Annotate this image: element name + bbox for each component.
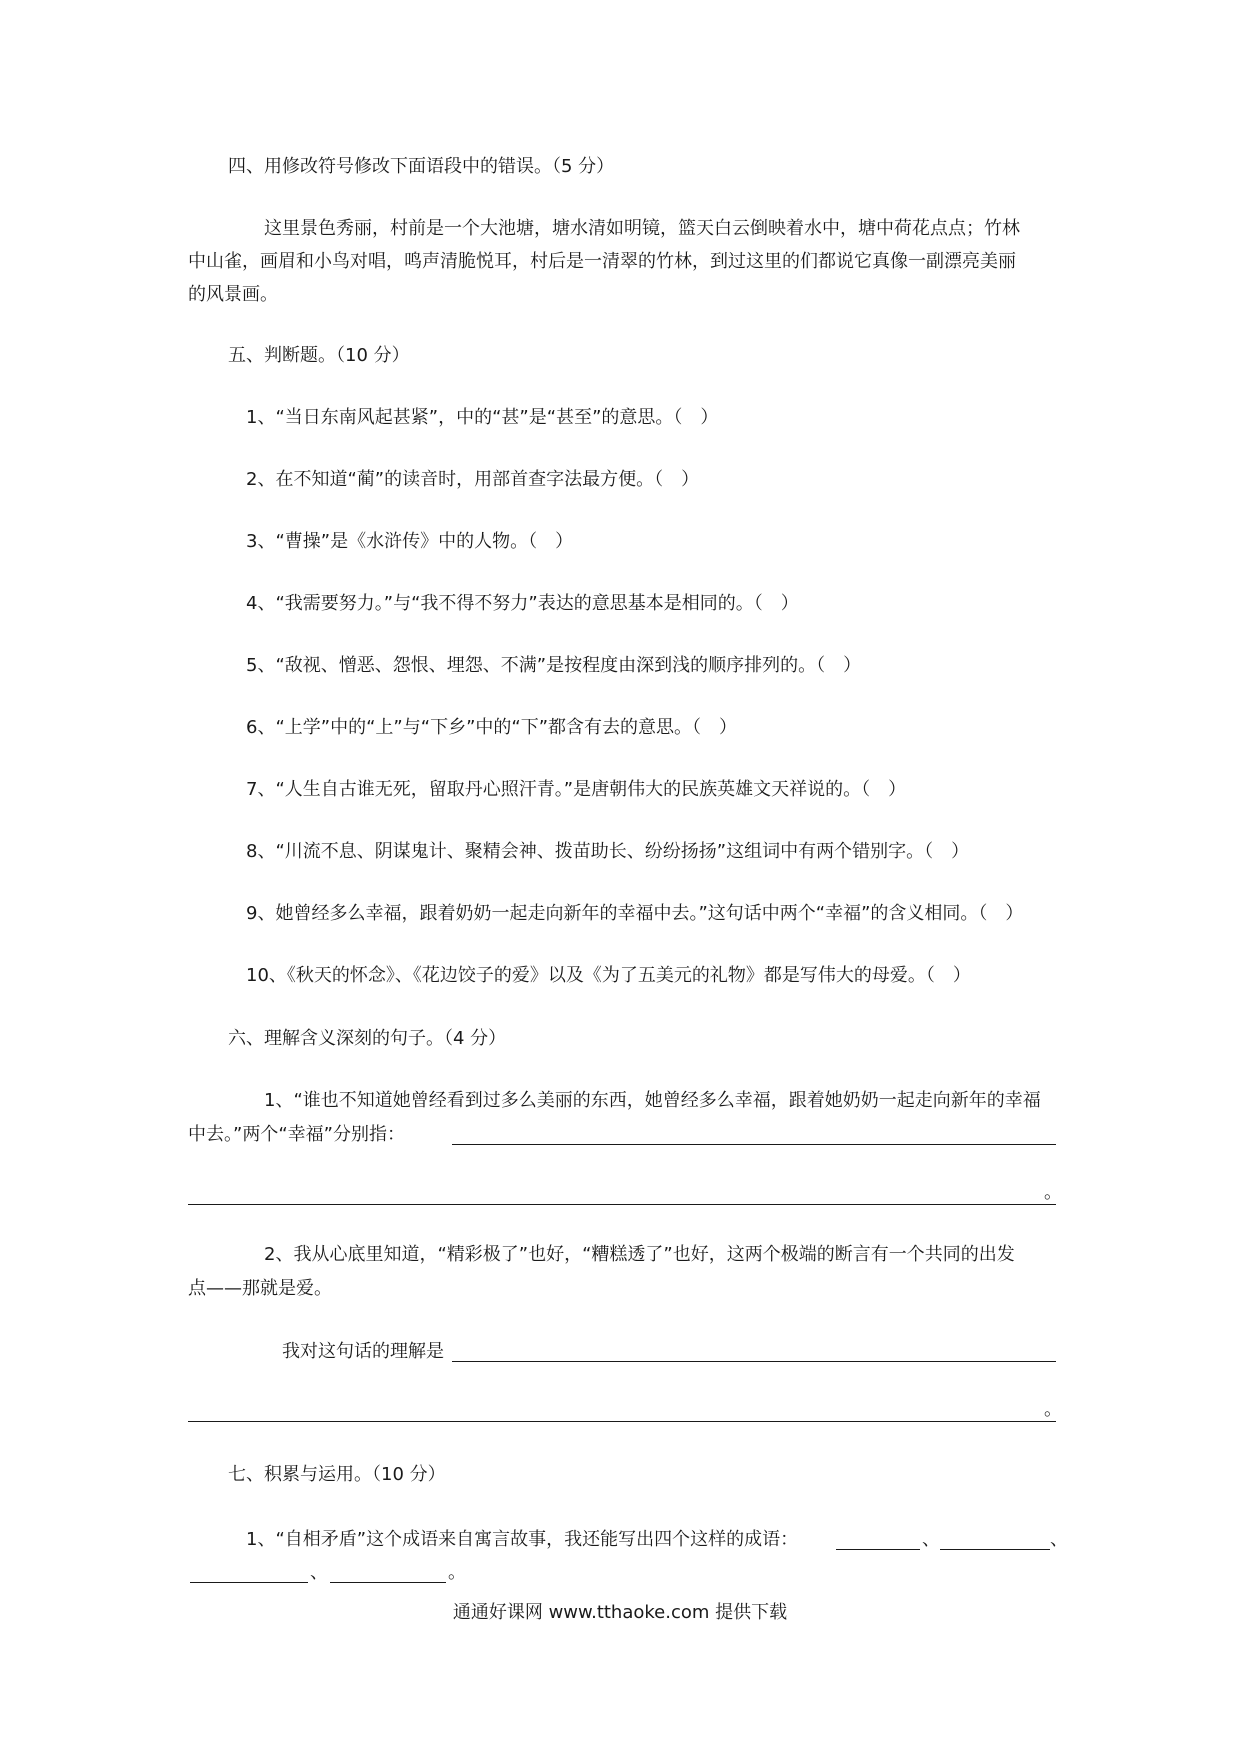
idiom-blank-3[interactable]: [190, 1582, 308, 1583]
judgement-item-10: 10、《秋天的怀念》、《花边饺子的爱》以及《为了五美元的礼物》都是写伟大的母爱。（ ）: [246, 965, 971, 986]
section-6-q2-prompt: 我对这句话的理解是: [282, 1341, 444, 1362]
end-mark-7-1: 。: [448, 1562, 466, 1583]
page-footer: 通通好课网 www.tthaoke.com 提供下载: [452, 1602, 788, 1623]
idiom-separator-2: 、: [1050, 1529, 1068, 1550]
answer-line-6-1a[interactable]: [452, 1144, 1056, 1145]
judgement-item-9: 9、她曾经多么幸福，跟着奶奶一起走向新年的幸福中去。”这句话中两个“幸福”的含义相同。（ ）: [246, 903, 1024, 924]
judgement-item-1: 1、“当日东南风起甚紧”，中的“甚”是“甚至”的意思。（ ）: [246, 407, 719, 428]
section-5-title: 五、判断题。（10 分）: [228, 345, 410, 366]
idiom-separator-1: 、: [922, 1529, 940, 1550]
section-7-title: 七、积累与运用。（10 分）: [228, 1464, 446, 1485]
section-4-paragraph-line-1: 这里景色秀丽，村前是一个大池塘，塘水清如明镜，篮天白云倒映着水中，塘中荷花点点；竹林: [264, 218, 1020, 239]
judgement-item-7: 7、“人生自古谁无死，留取丹心照汗青。”是唐朝伟大的民族英雄文天祥说的。（ ）: [246, 779, 907, 800]
answer-line-6-2b[interactable]: [188, 1421, 1056, 1422]
end-mark-6-1: 。: [1044, 1182, 1062, 1203]
section-4-title: 四、用修改符号修改下面语段中的错误。（5 分）: [228, 156, 615, 177]
section-6-q1-line-2: 中去。”两个“幸福”分别指：: [188, 1124, 405, 1145]
section-7-q1-line-1: 1、“自相矛盾”这个成语来自寓言故事，我还能写出四个这样的成语：: [246, 1529, 799, 1550]
judgement-item-6: 6、“上学”中的“上”与“下乡”中的“下”都含有去的意思。（ ）: [246, 717, 738, 738]
judgement-item-5: 5、“敌视、憎恶、怨恨、埋怨、不满”是按程度由深到浅的顺序排列的。（ ）: [246, 655, 862, 676]
section-4-paragraph-line-3: 的风景画。: [188, 284, 278, 305]
idiom-blank-1[interactable]: [836, 1549, 920, 1550]
section-6-q2-line-1: 2、我从心底里知道，“精彩极了”也好，“糟糕透了”也好，这两个极端的断言有一个共同的出发: [264, 1244, 1015, 1265]
end-mark-6-2: 。: [1044, 1399, 1062, 1420]
idiom-blank-2[interactable]: [940, 1549, 1050, 1550]
judgement-item-3: 3、“曹操”是《水浒传》中的人物。（ ）: [246, 531, 574, 552]
section-4-paragraph-line-2: 中山雀，画眉和小鸟对唱，鸣声清脆悦耳，村后是一清翠的竹林，到过这里的们都说它真像一副漂亮美丽: [188, 251, 1016, 272]
judgement-item-2: 2、在不知道“蔺”的读音时，用部首查字法最方便。（ ）: [246, 469, 700, 490]
answer-line-6-2a[interactable]: [452, 1361, 1056, 1362]
section-6-title: 六、理解含义深刻的句子。（4 分）: [228, 1028, 507, 1049]
idiom-separator-3: 、: [310, 1562, 328, 1583]
section-6-q2-line-2: 点——那就是爱。: [188, 1278, 332, 1299]
idiom-blank-4[interactable]: [330, 1582, 446, 1583]
judgement-item-8: 8、“川流不息、阴谋鬼计、聚精会神、拨苗助长、纷纷扬扬”这组词中有两个错别字。（ ）: [246, 841, 970, 862]
answer-line-6-1b[interactable]: [188, 1204, 1056, 1205]
judgement-item-4: 4、“我需要努力。”与“我不得不努力”表达的意思基本是相同的。（ ）: [246, 593, 799, 614]
section-6-q1-line-1: 1、“谁也不知道她曾经看到过多么美丽的东西，她曾经多么幸福，跟着她奶奶一起走向新年的幸福: [264, 1090, 1041, 1111]
